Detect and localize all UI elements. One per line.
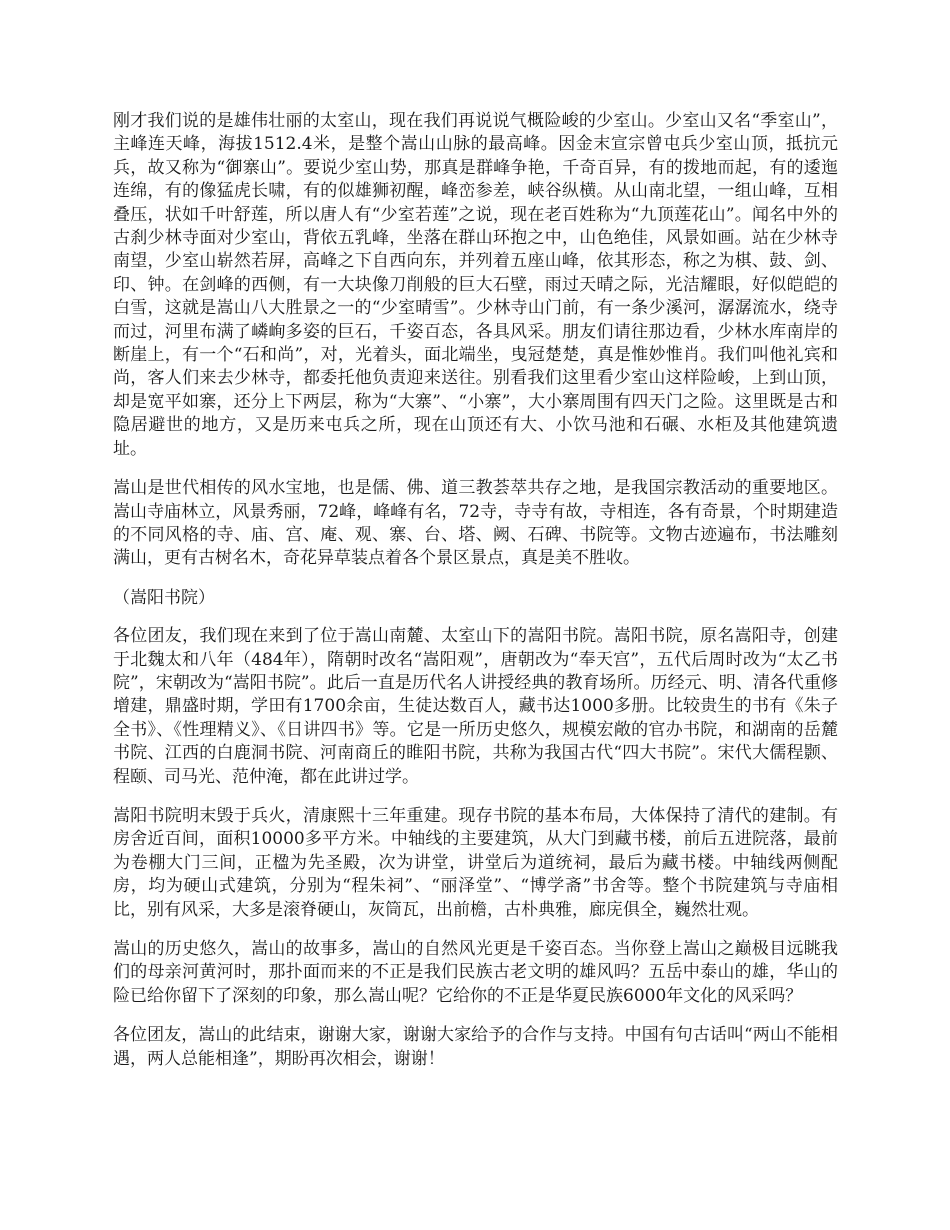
paragraph-songshan-religion: 嵩山是世代相传的风水宝地，也是儒、佛、道三教荟萃共存之地，是我国宗教活动的重要地区。嵩山寺庙林立，风景秀丽，72峰，峰峰有名，72寺，寺寺有故，寺相连，各有奇景，个时期建造的不同风格的寺、庙、宫、庵、观、寨、台、塔、阙、石碑、书院等。文物古迹遍布，书法雕刻满山，更有古树名木，奇花异草装点着各个景区景点，真是美不胜收。 <box>113 478 838 569</box>
section-heading-songyang-academy: （嵩阳书院） <box>113 587 215 608</box>
paragraph-songyang-academy-layout: 嵩阳书院明末毁于兵火，清康熙十三年重建。现存书院的基本布局，大体保持了清代的建制。有房舍近百间，面积10000多平方米。中轴线的主要建筑，从大门到藏书楼，前后五进院落，最前为卷棚大门三间，正楹为先圣殿，次为讲堂，讲堂后为道统祠，最后为藏书楼。中轴线两侧配房，均为硬山式建筑，分别为“程朱祠”、“丽泽堂”、“博学斋”书舍等。整个书院建筑与寺庙相比，别有风采，大多是滚脊硬山，灰筒瓦，出前檐，古朴典雅，廊庑俱全，巍然壮观。 <box>113 805 838 920</box>
document-body <box>113 110 838 1087</box>
paragraph-shaoshi-mountain: 刚才我们说的是雄伟壮丽的太室山，现在我们再说说气概险峻的少室山。少室山又名“季室山”，主峰连天峰，海拔1512.4米，是整个嵩山山脉的最高峰。因金末宣宗曾屯兵少室山顶，抵抗元兵，故又称为“御寨山”。要说少室山势，那真是群峰争艳，千奇百异，有的拨地而起，有的逶迤连绵，有的像猛虎长啸，有的似雄狮初醒，峰峦参差，峡谷纵横。从山南北望，一组山峰，互相叠压，状如千叶舒莲，所以唐人有“少室若莲”之说，现在老百姓称为“九顶莲花山”。闻名中外的古刹少林寺面对少室山，背依五乳峰，坐落在群山环抱之中，山色绝佳，风景如画。站在少林寺南望，少室山崭然若屏，高峰之下自西向东，并列着五座山峰，依其形态，称之为棋、鼓、剑、印、钟。在剑峰的西侧，有一大块像刀削般的巨大石壁，雨过天晴之际，光洁耀眼，好似皑皑的白雪，这就是嵩山八大胜景之一的“少室晴雪”。少林寺山门前，有一条少溪河，潺潺流水，绕寺而过，河里布满了嶙峋多姿的巨石，千姿百态，各具风采。朋友们请往那边看，少林水库南岸的断崖上，有一个“石和尚”，对，光着头，面北端坐，曳冠楚楚，真是惟妙惟肖。我们叫他礼宾和尚，客人们来去少林寺，都委托他负责迎来送往。别看我们这里看少室山这样险峻，上到山顶，却是宽平如寨，还分上下两层，称为“大寨”、“小寨”，大小寨周围有四天门之险。这里既是古和隐居避世的地方，又是历来屯兵之所，现在山顶还有大、小饮马池和石碾、水柜及其他建筑遗址。 <box>113 111 838 459</box>
paragraph-closing: 各位团友，嵩山的此结束，谢谢大家，谢谢大家给予的合作与支持。中国有句古话叫“两山不能相遇，两人总能相逢”，期盼再次相会，谢谢！ <box>113 1025 838 1069</box>
paragraph-songshan-culture: 嵩山的历史悠久，嵩山的故事多，嵩山的自然风光更是千姿百态。当你登上嵩山之巅极目远眺我们的母亲河黄河时，那扑面而来的不正是我们民族古老文明的雄风吗？五岳中泰山的雄，华山的险已给你留下了深刻的印象，那么嵩山呢？它给你的不正是华夏民族6000年文化的风采吗？ <box>113 939 838 1006</box>
paragraph-songyang-academy-history: 各位团友，我们现在来到了位于嵩山南麓、太室山下的嵩阳书院。嵩阳书院，原名嵩阳寺，创建于北魏太和八年（484年），隋朝时改名“嵩阳观”，唐朝改为“奉天宫”，五代后周时改为“太乙书院”，宋朝改为“嵩阳书院”。此后一直是历代名人讲授经典的教育场所。历经元、明、清各代重修增建，鼎盛时期，学田有1700余亩，生徒达数百人，藏书达1000多册。比较贵生的书有《朱子全书》、《性理精义》、《日讲四书》等。它是一所历史悠久，规模宏敞的官办书院，和湖南的岳麓书院、江西的白鹿洞书院、河南商丘的睢阳书院，共称为我国古代“四大书院”。宋代大儒程颢、程颐、司马光、范仲淹，都在此讲过学。 <box>113 626 838 787</box>
